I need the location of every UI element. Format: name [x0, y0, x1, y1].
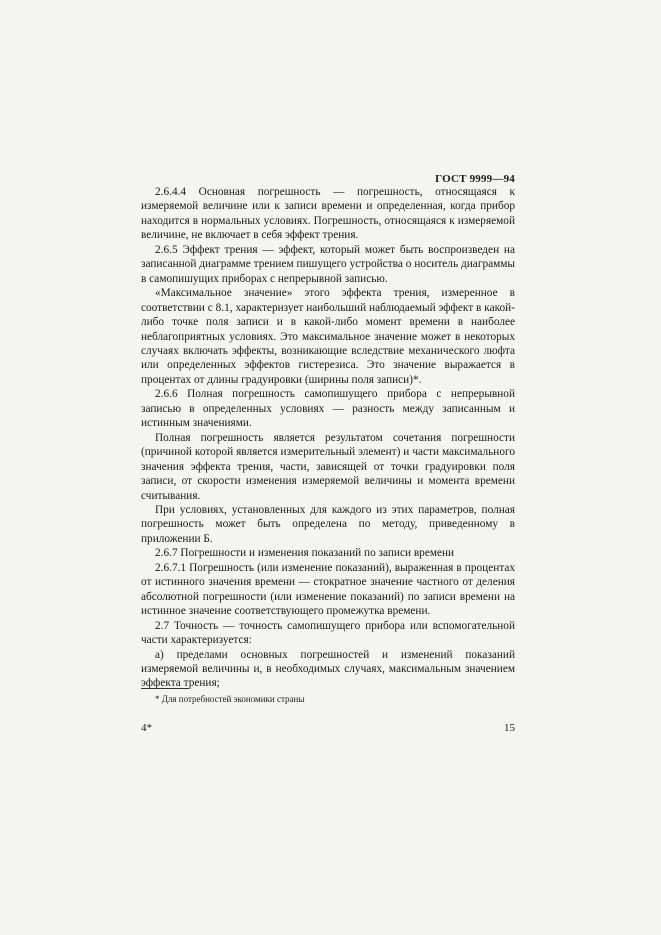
footnote-divider: [141, 688, 189, 689]
paragraph-conditions: При условиях, установленных для каждого из этих параметров, полная погрешность может быть определена по методу, приведенному в приложении Б.: [141, 503, 515, 545]
paragraph-max-value: «Максимальное значение» этого эффекта трения, измеренное в соответствии с 8.1, характеризует наибольший наблюдаемый эффект в какой-либо точке поля записи и в какой-либо момент времени в наиболее неблагоприятных условиях. Это максимальное значение может в некоторых случаях включать эффекты, возникающие вследствие механического люфта или определенных эффектов гистерезиса. Это значение выражается в процентах от длины градуировки (ширины поля записи)*.: [141, 287, 515, 386]
paragraph-2-6-4-4: 2.6.4.4 Основная погрешность — погрешность, относящаяся к измеряемой величине или к записи времени и определенная, когда прибор находится в нормальных условиях. Погрешность, относящаяся к измеряемой величине, не включает в себя эффект трения.: [141, 186, 515, 242]
list-item-a: а) пределами основных погрешностей и изменений показаний измеряемой величины и, в необходимых случаях, максимальным значением эффекта трения;: [141, 648, 515, 690]
paragraph-2-7: 2.7 Точность — точность самопишущего прибора или вспомогательной части характеризуется:: [141, 619, 515, 647]
paragraph-2-6-6: 2.6.6 Полная погрешность самопишущего прибора с непрерывной записью в определенных условиях — разность между записанным и истинным значениями.: [141, 388, 515, 430]
footer-sheet-mark: 4*: [141, 722, 152, 734]
paragraph-2-6-7: 2.6.7 Погрешности и изменения показаний по записи времени: [155, 547, 455, 560]
body-text: [141, 185, 515, 691]
paragraph-full-error: Полная погрешность является результатом сочетания погрешности (причиной которой является измерительный элемент) и части максимального значения эффекта трения, части, зависящей от точки градуировки поля записи, от скорости изменения измеряемой величины и момента времени считывания.: [141, 431, 515, 502]
document-code-header: ГОСТ 9999—94: [435, 173, 515, 185]
paragraph-2-6-5: 2.6.5 Эффект трения — эффект, который может быть воспроизведен на записанной диаграмме трением пишущего устройства о носитель диаграммы в самопишущих приборах с непрерывной записью.: [141, 243, 515, 285]
paragraph-2-6-7-1: 2.6.7.1 Погрешность (или изменение показаний), выраженная в процентах от истинного значения времени — стократное значение частного от деления абсолютной погрешности (или изменение показаний) по записи времени на истинное значение соответствующего промежутка времени.: [141, 561, 515, 618]
footnote: * Для потребностей экономики страны: [155, 694, 305, 704]
page-number: 15: [504, 722, 515, 734]
